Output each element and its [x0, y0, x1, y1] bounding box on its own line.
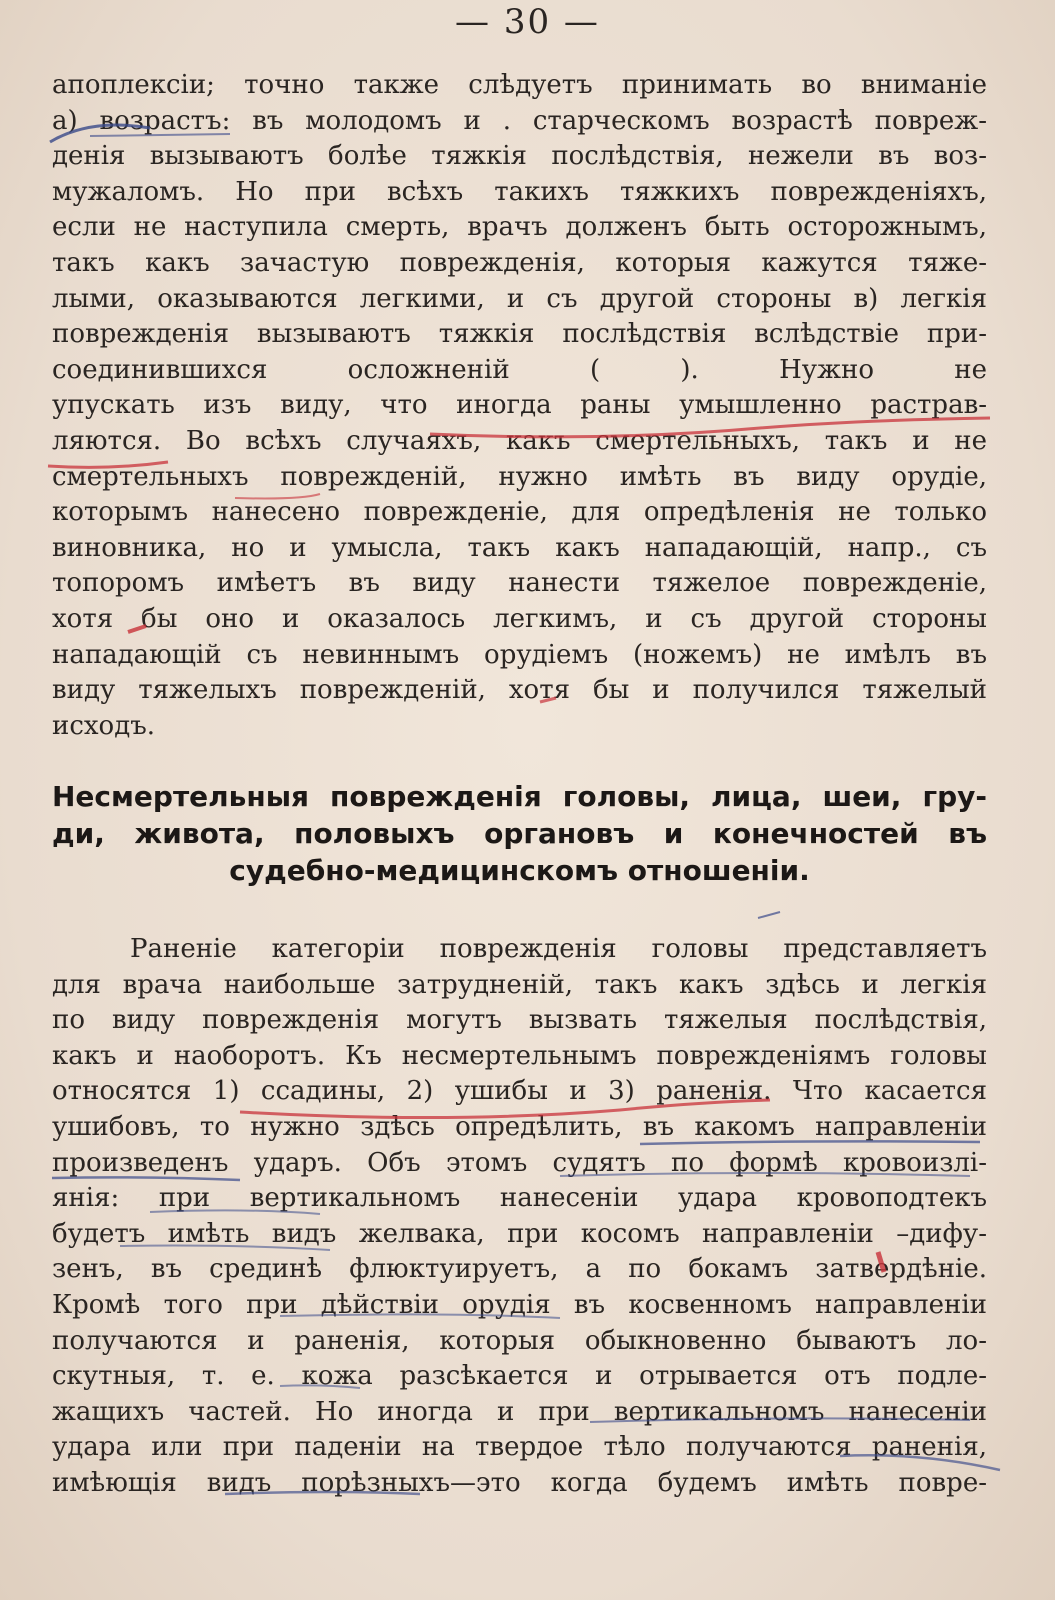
paragraph-apoplexy — [52, 68, 987, 744]
text-line: упускать изъ виду, что иногда раны умышленно растрав- — [52, 390, 987, 421]
text-line: Кромѣ того при дѣйствіи орудія въ косвенномъ направленіи — [52, 1289, 987, 1320]
section-heading — [52, 778, 987, 889]
text-line: лыми, оказываются легкими, и съ другой стороны в) легкія — [52, 283, 987, 314]
heading-line: ди, живота, половыхъ органовъ и конечностей въ — [52, 817, 987, 850]
text-line: будетъ имѣть видъ желвака, при косомъ направленіи –дифу- — [52, 1218, 987, 1249]
text-line: жащихъ частей. Но иногда и при вертикальномъ нанесеніи — [52, 1396, 987, 1427]
text-line: имѣющія видъ порѣзныхъ—это когда будемъ имѣть повре- — [52, 1467, 987, 1498]
heading-line: Несмертельныя поврежденія головы, лица, шеи, гру- — [52, 780, 987, 813]
text-line: виду тяжелыхъ поврежденій, хотя бы и получился тяжелый — [52, 675, 987, 706]
text-line: исходъ. — [52, 710, 156, 741]
text-line: янія: при вертикальномъ нанесеніи удара кровоподтекъ — [52, 1183, 987, 1214]
text-line: нападающій съ невиннымъ орудіемъ (ножемъ) не имѣлъ въ — [52, 639, 987, 670]
text-line: ляются. Во всѣхъ случаяхъ, какъ смертельныхъ, такъ и не — [52, 425, 987, 456]
text-line: хотя бы оно и оказалось легкимъ, и съ другой стороны — [52, 603, 987, 634]
text-line: апоплексіи; точно также слѣдуетъ принимать во вниманіе — [52, 70, 987, 100]
page-number: — 30 — — [455, 2, 600, 42]
paragraph-head-injuries — [52, 932, 987, 1502]
text-line: если не наступила смерть, врачъ долженъ быть осторожнымъ, — [52, 212, 987, 243]
text-line: а) возрастъ: въ молодомъ и . старческомъ возрастѣ повреж- — [52, 105, 987, 136]
text-line: зенъ, въ срединѣ флюктуируетъ, а по бокамъ затвердѣніе. — [52, 1254, 987, 1285]
text-line: ушибовъ, то нужно здѣсь опредѣлить, въ какомъ направленіи — [52, 1111, 987, 1142]
text-line: денія вызываютъ болѣе тяжкія послѣдствія, нежели въ воз- — [52, 141, 987, 172]
text-line: соединившихся осложненій ( ). Нужно не — [52, 354, 987, 385]
text-line: удара или при паденіи на твердое тѣло получаются раненія, — [52, 1432, 987, 1463]
text-line: поврежденія вызываютъ тяжкія послѣдствія вслѣдствіе при- — [52, 319, 987, 350]
text-line: относятся 1) ссадины, 2) ушибы и 3) раненія. Что касается — [52, 1076, 987, 1107]
text-line: которымъ нанесено поврежденіе, для опредѣленія не только — [52, 497, 987, 528]
text-line: смертельныхъ поврежденій, нужно имѣть въ виду орудіе, — [52, 461, 987, 492]
text-line: мужаломъ. Но при всѣхъ такихъ тяжкихъ поврежденіяхъ, — [52, 176, 987, 207]
text-line: произведенъ ударъ. Объ этомъ судятъ по формѣ кровоизлі- — [52, 1147, 987, 1178]
text-line: по виду поврежденія могутъ вызвать тяжелыя послѣдствія, — [52, 1005, 987, 1036]
text-line: скутныя, т. е. кожа разсѣкается и отрывается отъ подле- — [52, 1361, 987, 1392]
text-line: такъ какъ зачастую поврежденія, которыя кажутся тяже- — [52, 247, 987, 278]
text-line: виновника, но и умысла, такъ какъ нападающій, напр., съ — [52, 532, 987, 563]
text-line: получаются и раненія, которыя обыкновенно бываютъ ло- — [52, 1325, 987, 1356]
text-line: Раненіе категоріи поврежденія головы представляетъ — [130, 934, 987, 964]
text-line: какъ и наоборотъ. Къ несмертельнымъ поврежденіямъ головы — [52, 1040, 987, 1071]
text-line: для врача наибольше затрудненій, такъ какъ здѣсь и легкія — [52, 969, 987, 1000]
heading-line: судебно-медицинскомъ отношеніи. — [229, 854, 810, 887]
blue-pencil-mark — [758, 912, 780, 918]
text-line: топоромъ имѣетъ въ виду нанести тяжелое поврежденіе, — [52, 568, 987, 599]
